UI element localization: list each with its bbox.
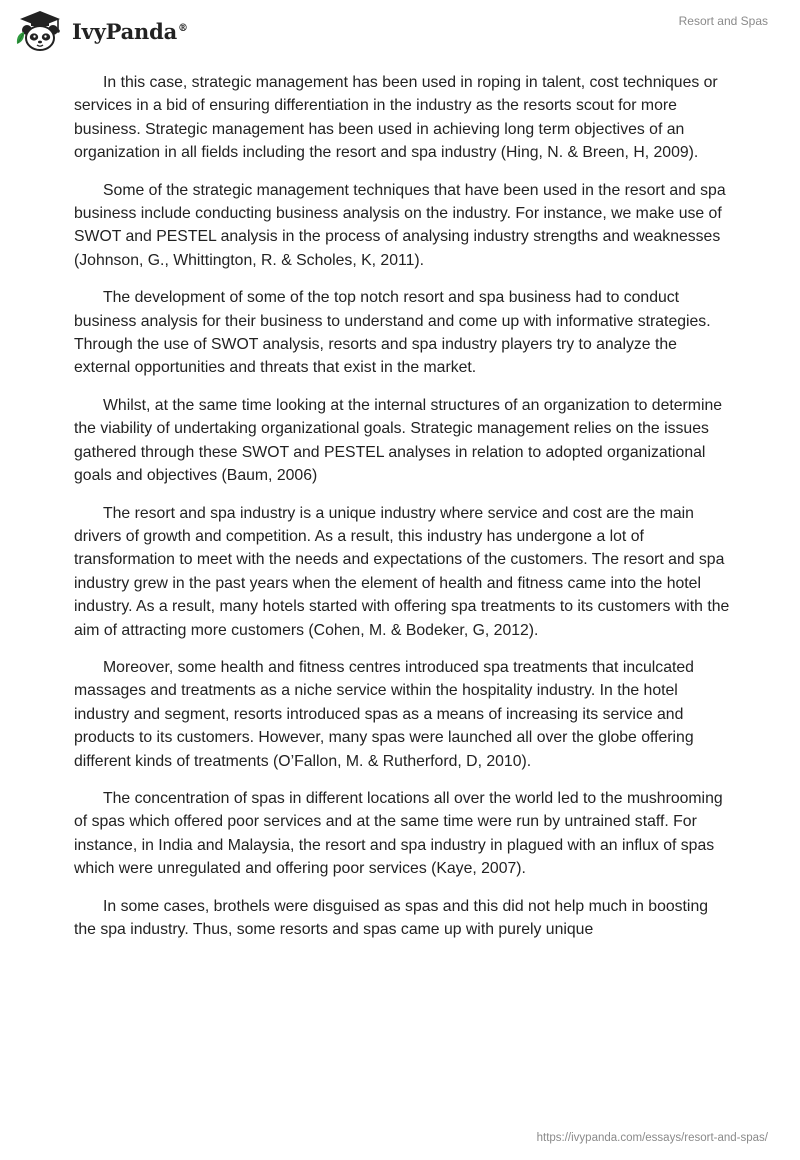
paragraph: In some cases, brothels were disguised as spas and this did not help much in boosting the spa industry. Thus, some resorts and spas came up with purely unique bbox=[74, 897, 709, 938]
paragraph: Moreover, some health and fitness centres introduced spa treatments that inculcated massages and treatments as a niche service within the hospitality industry. In the hotel industry and segment, resorts introduced spas as a means of increasing its service and products to its customers. However, many spas were launched all over the globe offering different kinds of treatments (O’Fallon, M. & Rutherford, D, 2010). bbox=[74, 658, 694, 770]
brand-logo[interactable] bbox=[14, 10, 188, 52]
paragraph: The resort and spa industry is a unique industry where service and cost are the main drivers of growth and competition. As a result, this industry has undergone a lot of transformation to meet with the needs and expectations of the customers. The resort and spa industry grew in the past years when the element of health and fitness came into the hotel industry. As a result, many hotels started with offering spa treatments to its customers with the aim of attracting more customers (Cohen, M. & Bodeker, G, 2012). bbox=[74, 504, 730, 639]
panda-graduate-icon bbox=[14, 10, 66, 52]
source-url-link[interactable]: https://ivypanda.com/essays/resort-and-spas/ bbox=[536, 1132, 768, 1144]
paragraph: The concentration of spas in different locations all over the world led to the mushrooming of spas which offered poor services and at the same time were run by untrained staff. For instance, in India and Malaysia, the resort and spa industry in plagued with an influx of spas which were unregulated and offering poor services (Kaye, 2007). bbox=[74, 789, 723, 878]
running-title: Resort and Spas bbox=[678, 14, 768, 28]
paragraph: The development of some of the top notch resort and spa business had to conduct business analysis for their business to understand and come up with informative strategies. Through the use of SWOT analysis, resorts and spa industry players try to analyze the external opportunities and threats that exist in the market. bbox=[74, 289, 711, 377]
paragraph: Whilst, at the same time looking at the internal structures of an organization to determine the viability of undertaking organizational goals. Strategic management relies on the issues gathered through these SWOT and PESTEL analyses in relation to adopted organizational goals and objectives (Baum, 2006) bbox=[74, 396, 723, 485]
essay-body bbox=[74, 71, 730, 955]
brand-wordmark bbox=[72, 19, 188, 44]
page-header bbox=[0, 0, 800, 70]
paragraph: Some of the strategic management techniques that have been used in the resort and spa business include conducting business analysis on the industry. For instance, we make use of SWOT and PESTEL analysis in the process of analysing industry strengths and weaknesses (Johnson, G., Whittington, R. & Scholes, K, 2011). bbox=[74, 181, 726, 269]
paragraph: In this case, strategic management has been used in roping in talent, cost techniques or services in a bid of ensuring differentiation in the industry as the resorts scout for more business. Strategic management has been used in achieving long term objectives of an organization in all fields including the resort and spa industry (Hing, N. & Breen, H, 2009). bbox=[74, 74, 718, 162]
registered-mark: ® bbox=[178, 22, 188, 34]
brand-name: IvyPanda bbox=[72, 18, 178, 44]
